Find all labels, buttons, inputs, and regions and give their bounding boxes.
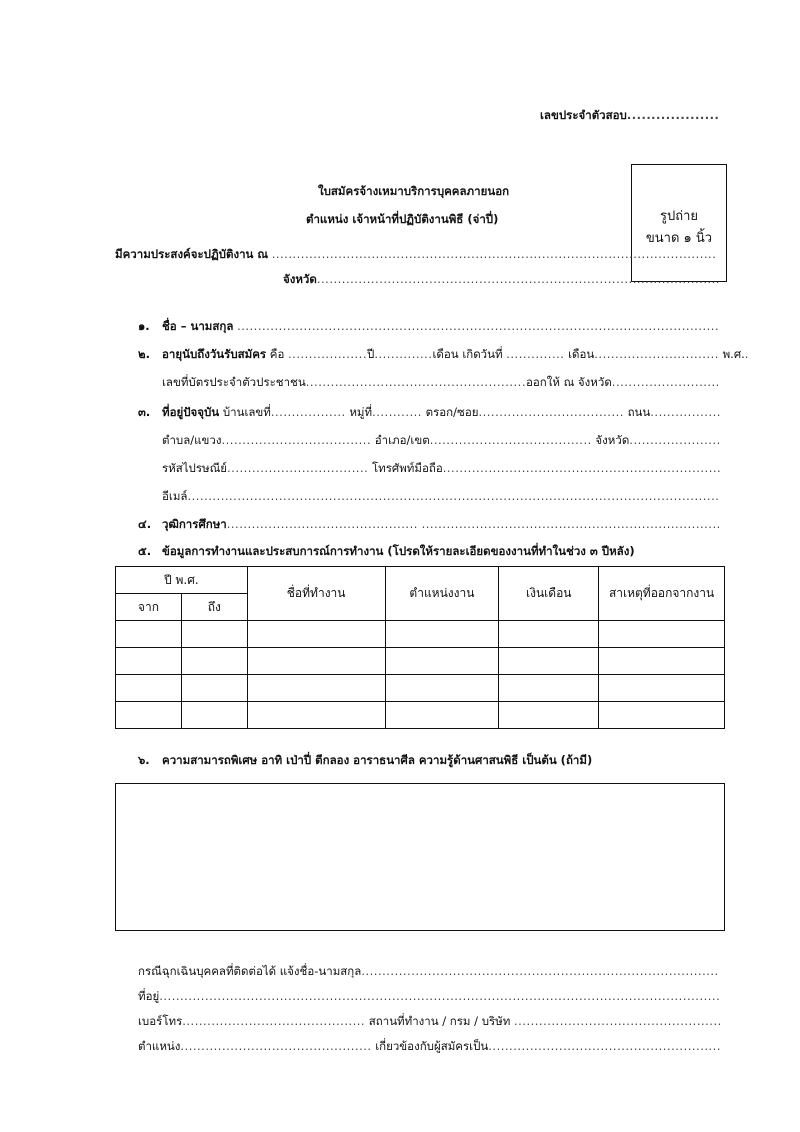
table-cell[interactable] <box>247 621 385 648</box>
address-line-2: ตำบล/แขวง.................................... อำเภอ/เขต....................................... จังหวัด...................... <box>162 433 721 447</box>
table-header-row <box>116 567 725 594</box>
salary-header: เงินเดือน <box>499 567 599 621</box>
emergency-contact-name: กรณีฉุกเฉินบุคคลที่ติดต่อได้ แจ้งชื่อ-นามสกุล...................................................................................... <box>138 964 719 978</box>
table-cell[interactable] <box>116 648 182 675</box>
form-subtitle: ตำแหน่ง เจ้าหน้าที่ปฏิบัติงานพิธี (จ่าปี่) <box>306 212 499 226</box>
table-cell[interactable] <box>247 648 385 675</box>
work-province-field: จังหวัด................................................................................................. <box>283 272 720 286</box>
table-row <box>116 621 725 648</box>
table-cell[interactable] <box>499 675 599 702</box>
exam-number-field: เลขประจำตัวสอบ................... <box>540 108 720 122</box>
table-row <box>116 648 725 675</box>
year-header: ปี พ.ศ. <box>116 567 248 594</box>
table-cell[interactable] <box>499 648 599 675</box>
photo-label-2: ขนาด ๑ นิ้ว <box>645 231 713 246</box>
table-row <box>116 675 725 702</box>
id-card-field: เลขที่บัตรประจำตัวประชาชน.....................................................ออกให้ ณ จังหวัด.......................... <box>162 375 720 389</box>
work-location-field: มีความประสงค์จะปฏิบัติงาน ณ ........................................................................................................... <box>115 247 717 261</box>
from-header: จาก <box>116 594 182 621</box>
table-cell[interactable] <box>181 675 247 702</box>
section-5-work-history: ๕. ข้อมูลการทำงานและประสบการณ์การทำงาน (โปรดให้รายละเอียดของงานที่ทำในช่วง ๓ ปีหลัง) <box>138 544 635 558</box>
section-3-address: ๓. ที่อยู่ปัจจุบัน บ้านเลขที่.................. หมู่ที่............ ตรอก/ซอย................................... ถนน................. <box>138 405 721 419</box>
table-cell[interactable] <box>599 675 725 702</box>
section-2-age: ๒. อายุนับถึงวันรับสมัคร คือ ...................ปี..............เดือน เกิดวันที่ .............. เดือน.............................. พ.ศ.. <box>138 347 749 361</box>
photo-box <box>631 164 727 282</box>
reason-header: สาเหตุที่ออกจากงาน <box>599 567 725 621</box>
table-cell[interactable] <box>385 648 499 675</box>
table-cell[interactable] <box>247 702 385 729</box>
table-cell[interactable] <box>599 648 725 675</box>
table-cell[interactable] <box>247 675 385 702</box>
section-1-name: ๑. ชื่อ – นามสกุล .................................................................................................................... <box>138 319 720 333</box>
section-4-education: ๔. วุฒิการศึกษา.............................................. ........................................................................ <box>138 517 721 531</box>
email-field: อีเมล์................................................................................................................................ <box>162 489 720 503</box>
address-line-3: รหัสไปรษณีย์.................................. โทรศัพท์มือถือ................................................................... <box>162 461 722 475</box>
section-6-special-skills: ๖. ความสามารถพิเศษ อาทิ เป่าปี่ ตีกลอง อาราธนาศีล ความรู้ด้านศาสนพิธี เป็นต้น (ถ้ามี) <box>138 753 593 767</box>
table-cell[interactable] <box>116 702 182 729</box>
table-cell[interactable] <box>385 675 499 702</box>
special-skills-box[interactable] <box>115 783 725 931</box>
emergency-contact-phone: เบอร์โทร............................................ สถานที่ทำงาน / กรม / บริษัท .................................................. <box>138 1014 722 1028</box>
table-cell[interactable] <box>599 702 725 729</box>
table-cell[interactable] <box>599 621 725 648</box>
table-cell[interactable] <box>499 702 599 729</box>
photo-label-1: รูปถ่าย <box>659 209 699 224</box>
table-cell[interactable] <box>116 675 182 702</box>
table-cell[interactable] <box>181 702 247 729</box>
table-cell[interactable] <box>181 648 247 675</box>
workplace-header: ชื่อที่ทำงาน <box>247 567 385 621</box>
to-header: ถึง <box>181 594 247 621</box>
table-cell[interactable] <box>181 621 247 648</box>
position-header: ตำแหน่งงาน <box>385 567 499 621</box>
table-cell[interactable] <box>499 621 599 648</box>
table-cell[interactable] <box>385 621 499 648</box>
table-cell[interactable] <box>116 621 182 648</box>
form-title: ใบสมัครจ้างเหมาบริการบุคคลภายนอก <box>318 184 510 198</box>
emergency-contact-position: ตำแหน่ง.............................................. เกี่ยวข้องกับผู้สมัครเป็น........................................................ <box>138 1039 721 1053</box>
work-history-table <box>115 566 725 729</box>
emergency-contact-address: ที่อยู่....................................................................................................................................... <box>138 989 721 1003</box>
table-cell[interactable] <box>385 702 499 729</box>
table-row <box>116 702 725 729</box>
